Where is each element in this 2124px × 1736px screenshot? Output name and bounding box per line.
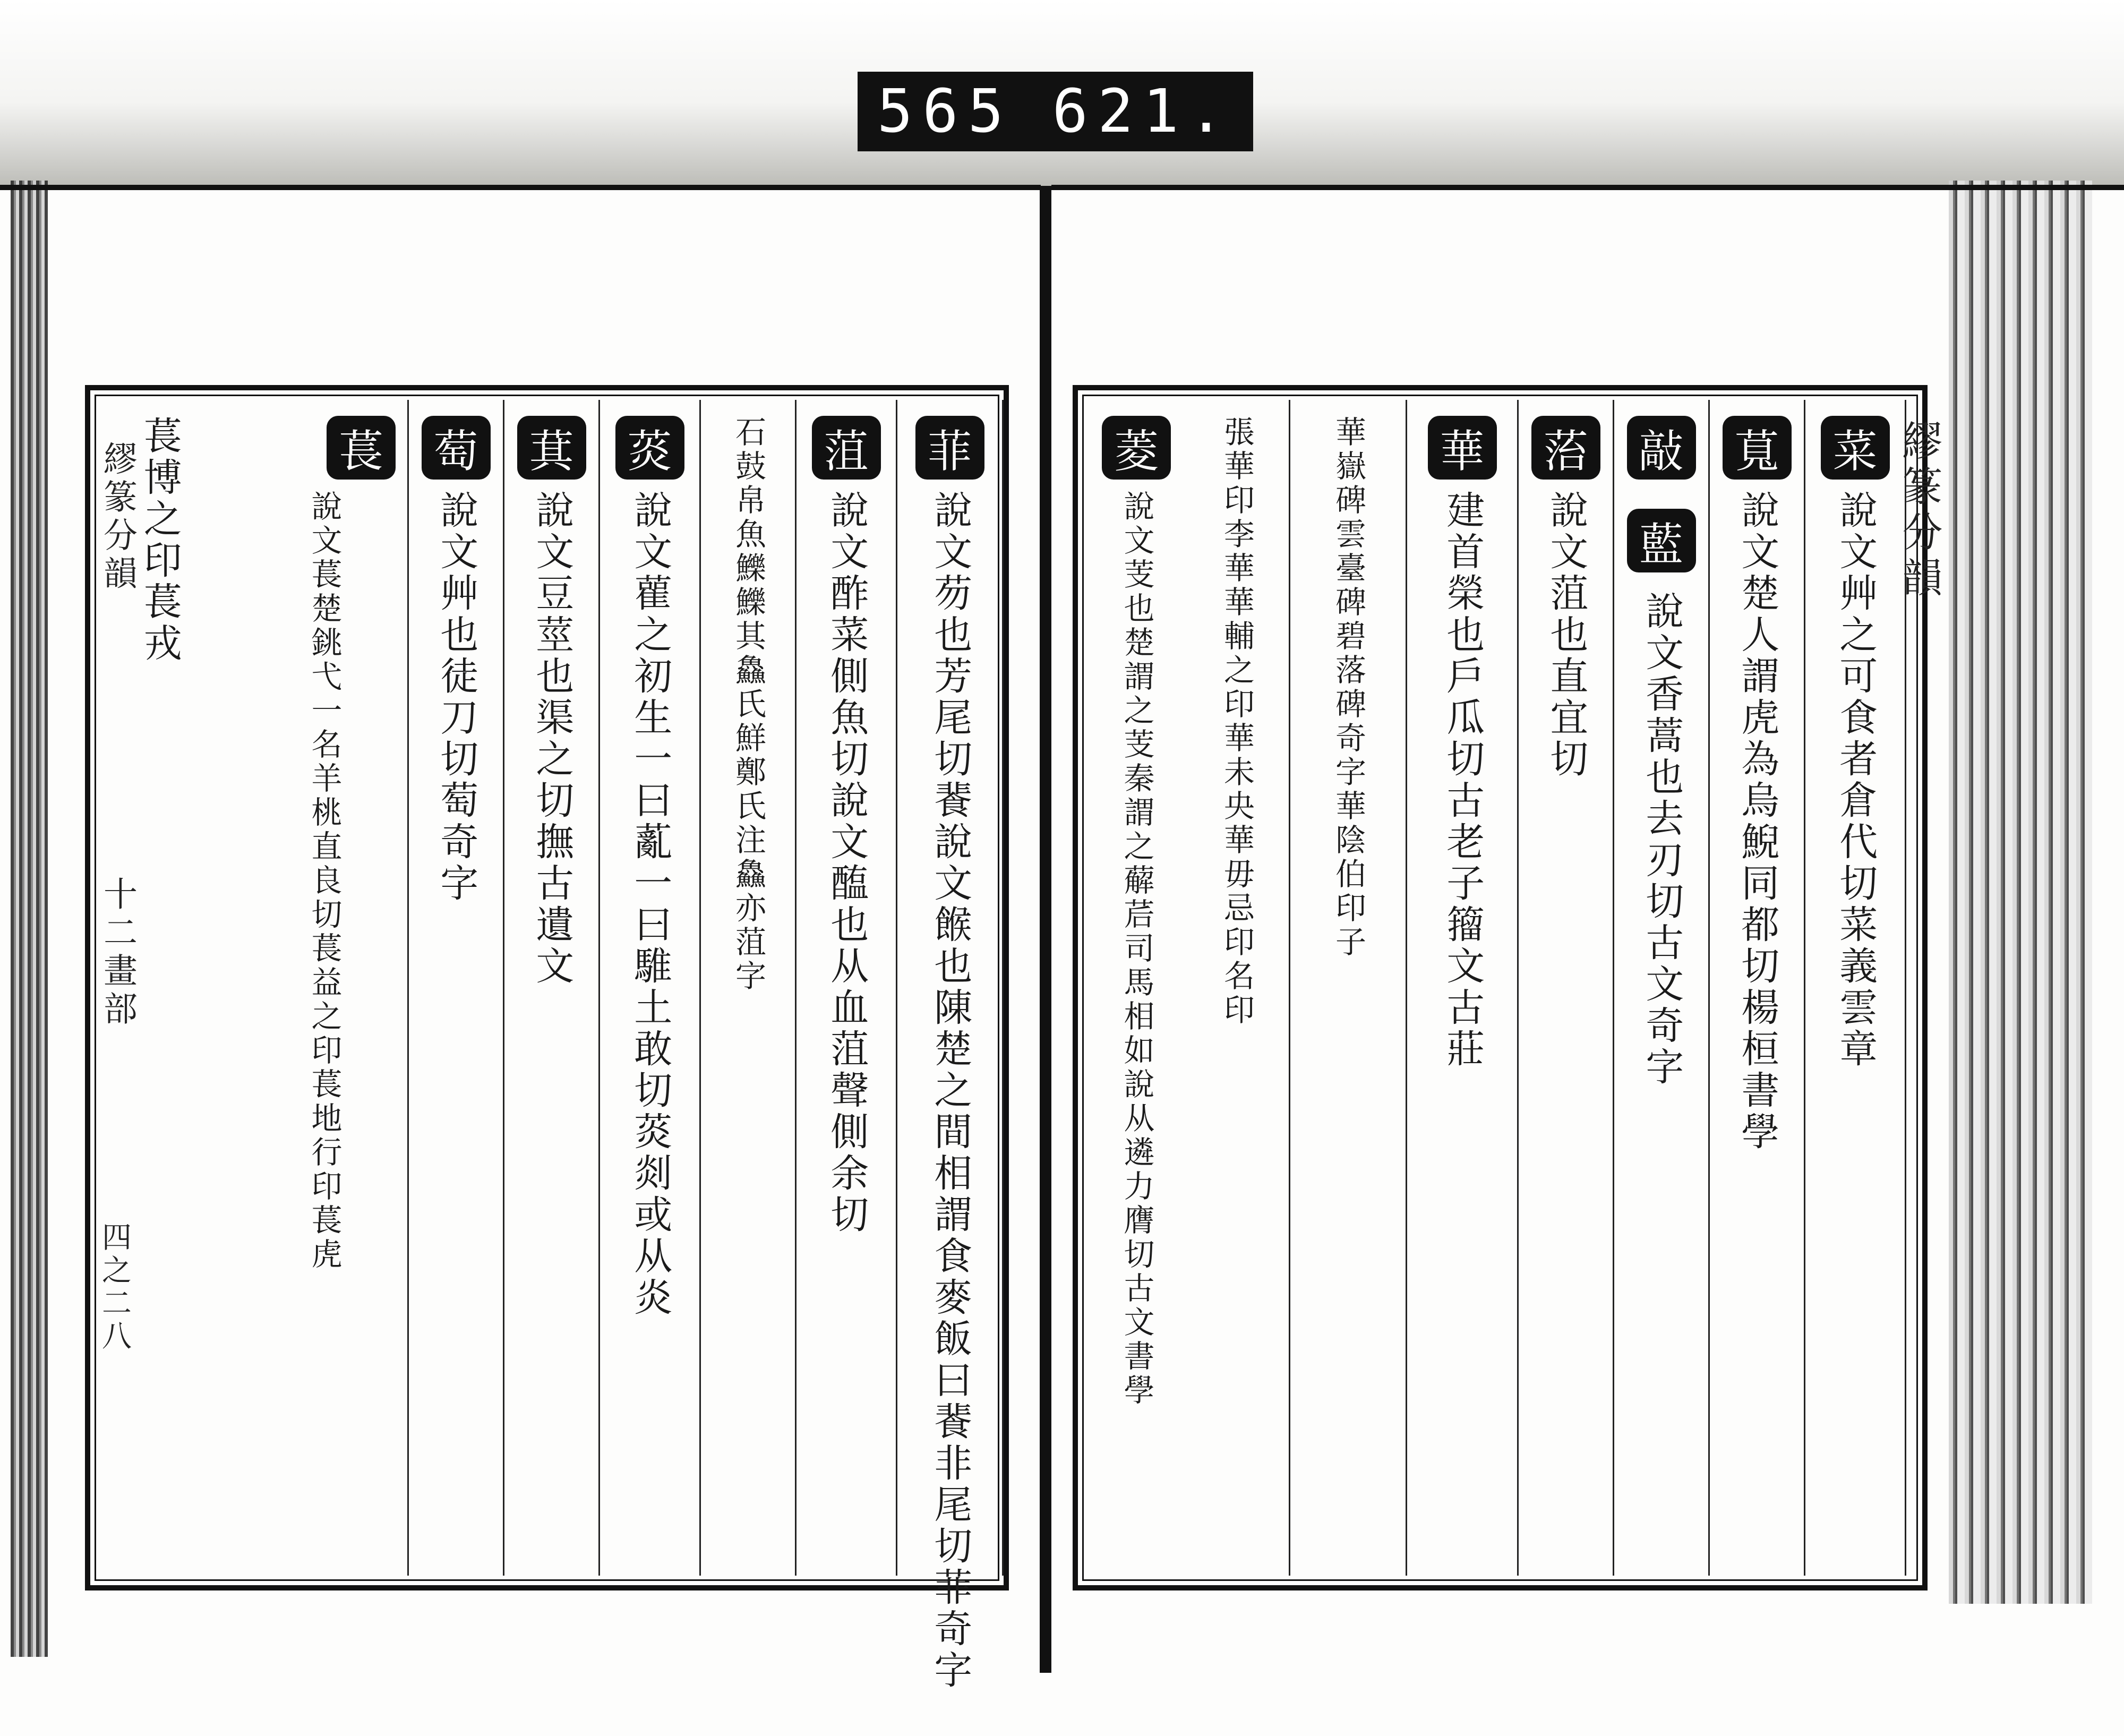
head-seal: 菜 [1821, 416, 1890, 480]
catalog-number-right: 621. [1052, 77, 1234, 146]
head-seal: 敲 [1627, 416, 1696, 480]
column-text: 說文芴也芳尾切餥說文餱也陳楚之間相謂食麥飯曰餥非尾切菲奇字 [928, 490, 973, 1691]
left-col-6 [218, 400, 409, 1576]
right-col-3 [1519, 400, 1614, 1576]
rule-top-left [0, 185, 1041, 190]
head-seal: 萁 [517, 416, 586, 480]
left-col-1 [796, 400, 897, 1576]
right-col-4 [1407, 400, 1519, 1576]
column-text: 建首榮也戶瓜切古老子籀文古莊 [1440, 490, 1485, 1070]
column-text: 說文萇楚銚弋一名羊桃直良切萇益之印萇地行印萇虎 [306, 490, 342, 1272]
left-col-3 [600, 400, 701, 1576]
left-page [85, 385, 1009, 1691]
page-edge-left [11, 181, 48, 1657]
right-margin-title [1890, 420, 1948, 602]
column-text: 說文豆莖也渠之切撫古遺文 [529, 490, 575, 987]
head-seal: 華 [1428, 416, 1497, 480]
column-text: 說文楚人謂虎為烏鯢同都切楊桓書學 [1735, 490, 1780, 1153]
column-text: 華嶽碑雲臺碑碧落碑奇字華陰伯印子 [1330, 416, 1366, 960]
column-text: 說文艸之可食者倉代切菜義雲章 [1833, 490, 1878, 1070]
head-seal: 萈 [1723, 416, 1792, 480]
right-col-5 [1290, 400, 1407, 1576]
book-gutter [1040, 186, 1051, 1673]
head-seal: 菲 [915, 416, 984, 480]
margin-section-label: 十二畫部 [98, 876, 137, 1029]
column-text: 石鼓帛魚鱳鱳其鱻氏鮮鄭氏注鱻亦菹字 [730, 416, 766, 994]
head-seal: 菼 [615, 416, 684, 480]
column-text: 說文菹也直宜切 [1544, 490, 1589, 780]
right-page [1073, 385, 1928, 1590]
head-seal: 萇 [327, 416, 396, 480]
rule-top-right [1051, 185, 2124, 190]
margin-title: 繆篆分韻 [1896, 420, 1943, 602]
left-col-0 [897, 400, 1004, 1691]
left-col-4 [504, 400, 600, 1576]
head-seal: 菭 [1531, 416, 1600, 480]
left-col-2 [701, 400, 796, 1576]
column-text: 張華印李華華輔之印華未央華毋忌印名印 [1218, 416, 1255, 1028]
head-seal: 萄 [422, 416, 491, 480]
column-text: 說文香蒿也去刃切古文奇字 [1639, 591, 1684, 1088]
catalog-label [858, 72, 1253, 151]
right-col-7 [1089, 400, 1184, 1576]
right-col-2 [1614, 400, 1710, 1576]
head-seal: 菹 [812, 416, 881, 480]
page-edge-right [1949, 181, 2092, 1604]
column-text: 萇博之印萇戎 [137, 416, 182, 664]
column-text: 說文雚之初生一曰薍一曰騅土敢切菼剡或从炎 [628, 490, 673, 1319]
column-text: 說文酢菜側魚切說文醢也从血菹聲側余切 [824, 490, 869, 1236]
left-col-7 [101, 400, 218, 1576]
right-col-6 [1184, 400, 1290, 1576]
right-col-1 [1710, 400, 1805, 1576]
margin-folio-label: 四之二八 [97, 1221, 132, 1353]
column-text: 說文芰也楚謂之芰秦謂之薢茩司馬相如說从遴力膺切古文書學 [1118, 490, 1155, 1408]
head-seal: 藍 [1627, 509, 1696, 572]
head-seal: 菱 [1102, 416, 1171, 480]
column-text: 說文艸也徒刀切萄奇字 [434, 490, 479, 904]
left-col-5 [409, 400, 504, 1576]
catalog-number-left: 565 [877, 77, 1014, 146]
margin-title: 繆篆分韻 [98, 441, 137, 594]
